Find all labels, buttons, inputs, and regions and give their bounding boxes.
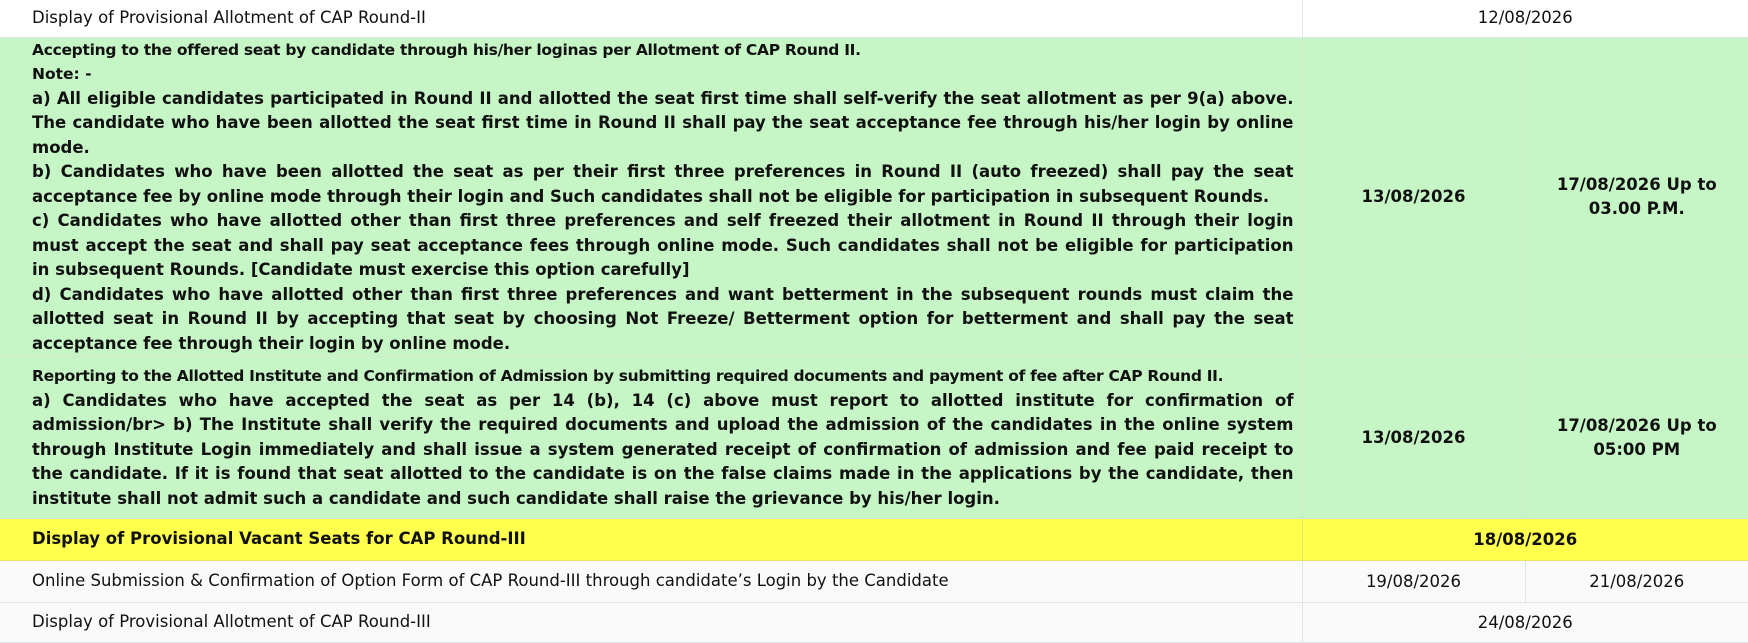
row-end-date [1525, 37, 1748, 357]
table-row [0, 519, 1748, 561]
row-description [22, 603, 1302, 643]
row-end-date [1525, 357, 1748, 519]
table-row [0, 357, 1748, 519]
row-title: Accepting to the offered seat by candidate through his/her loginas per Allotment of CAP Round II. [32, 40, 861, 59]
row-item: a) All eligible candidates participated in Round II and allotted the seat first time shall self-verify the seat allotment as per 9(a) above. The candidate who have been allotted the seat first time in Round II shall pay the seat acceptance fee through his/her login by online mode. [32, 88, 1294, 157]
row-start-date [1302, 357, 1525, 519]
row-date [1302, 519, 1748, 561]
row-start-date [1302, 561, 1525, 603]
row-end-date [1525, 561, 1748, 603]
row-start-date-text: 19/08/2026 [1365, 571, 1462, 591]
row-date-text: 24/08/2026 [1477, 612, 1573, 632]
row-description [22, 0, 1302, 37]
table-row [0, 603, 1748, 643]
row-body: a) Candidates who have accepted the seat as per 14 (b), 14 (c) above must report to allotted institute for confirmation of admission/br> b) The Institute shall verify the required documents and upload the admission of the candidates in the online system through Institute Login immediately and shall issue a system generated receipt of confirmation of admission and fee paid receipt to the candidate. If it is found that seat allotted to the candidate is on the false claims made in the applications by the candidate, then institute shall not admit such a candidate and such candidate shall raise the grievance by his/her login. [32, 390, 1294, 508]
row-item: b) Candidates who have been allotted the seat as per their first three preferences in Round II (auto freezed) shall pay the seat acceptance fee by online mode through their login and Such candidates shall not be eligible for participation in subsequent Rounds. [32, 162, 1294, 206]
row-date [1302, 603, 1748, 643]
row-item: c) Candidates who have allotted other than first three preferences and self freezed their allotment in Round II through their login must accept the seat and shall pay seat acceptance fees through online mode. Such candidates shall not be eligible for participation in subsequent Rounds. [Candidate must exercise this option carefully] [32, 211, 1294, 279]
table-row [0, 561, 1748, 603]
row-item: d) Candidates who have allotted other than first three preferences and want betterment in the subsequent rounds must claim the allotted seat in Round II by accepting that seat by choosing Not Freeze/ Betterment option for betterment and shall pay the seat acceptance fee through their login by online mode. [32, 284, 1294, 353]
table-row [0, 0, 1748, 37]
row-description [22, 561, 1302, 603]
row-end-date-text: 17/08/2026 Up to 05:00 PM [1556, 415, 1717, 459]
row-description [22, 357, 1302, 519]
row-start-date [1302, 37, 1525, 357]
row-description-text: Online Submission & Confirmation of Option Form of CAP Round-III through candidate’s Login by the Candidate [32, 571, 949, 591]
row-note: Note: - [32, 65, 92, 83]
row-date [1302, 0, 1748, 37]
row-description [22, 37, 1302, 357]
row-description-text: Display of Provisional Allotment of CAP Round-II [32, 8, 426, 27]
row-start-date-text: 13/08/2026 [1361, 186, 1466, 206]
row-description-text: Display of Provisional Vacant Seats for CAP Round-III [32, 529, 526, 549]
row-end-date-text: 21/08/2026 [1589, 571, 1685, 591]
row-description-text: Display of Provisional Allotment of CAP Round-III [32, 612, 431, 632]
row-end-date-text: 17/08/2026 Up to 03.00 P.M. [1556, 174, 1717, 218]
row-date-text: 18/08/2026 [1473, 529, 1578, 549]
row-date-text: 12/08/2026 [1477, 8, 1573, 28]
row-title: Reporting to the Allotted Institute and Confirmation of Admission by submitting required documents and payment of fee after CAP Round II. [32, 367, 1224, 385]
row-description [22, 519, 1302, 561]
table-row [0, 37, 1748, 357]
row-start-date-text: 13/08/2026 [1361, 427, 1466, 447]
